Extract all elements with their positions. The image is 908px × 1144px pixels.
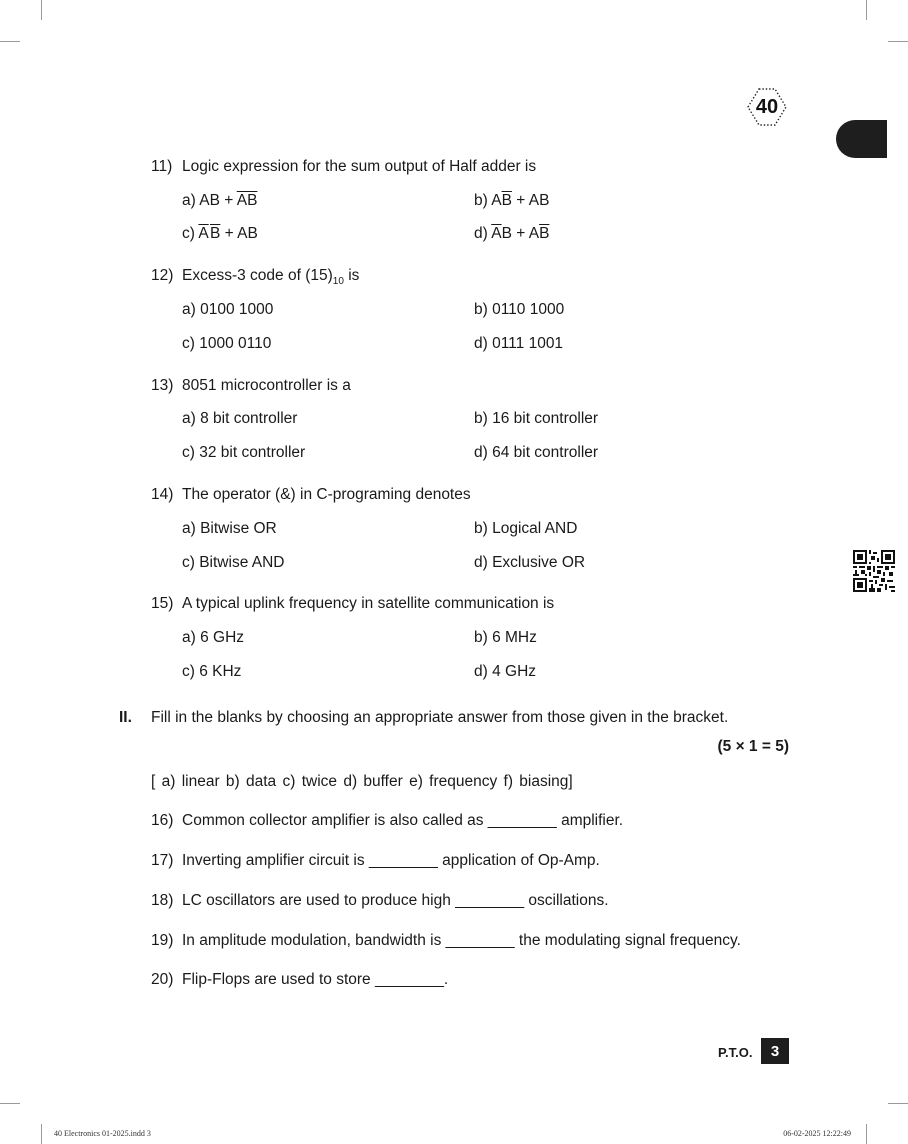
page-number: 3 [761, 1038, 789, 1064]
question-text-end: is [343, 267, 360, 284]
q13-option-d: d) 64 bit controller [474, 444, 599, 461]
question-14 [151, 486, 471, 504]
question-text: A typical uplink frequency in satellite communication is [182, 595, 555, 612]
q15-option-a: a) 6 GHz [182, 629, 245, 646]
q12-option-d: d) 0111 1001 [474, 335, 564, 352]
term: AB [528, 192, 550, 209]
badge-number: 40 [755, 95, 779, 118]
q11-option-d [474, 225, 549, 243]
pto-label: P.T.O. [718, 1045, 753, 1060]
q14-option-a: a) Bitwise OR [182, 520, 277, 537]
section-marks: (5 × 1 = 5) [717, 738, 789, 755]
crop-mark [866, 1124, 867, 1144]
option-prefix: a) [182, 192, 200, 209]
q12-option-a: a) 0100 1000 [182, 301, 274, 318]
question-text: Inverting amplifier circuit is ________ application of Op-Amp. [182, 852, 600, 869]
q14-option-b: b) Logical AND [474, 520, 578, 537]
question-16 [151, 812, 623, 830]
term-complemented: $\overline{B}$ [539, 225, 550, 242]
question-number: 11) [151, 158, 173, 175]
crop-mark [0, 41, 20, 42]
question-number: 17) [151, 852, 174, 869]
q13-option-c: c) 32 bit controller [182, 444, 306, 461]
plus-sign: + [219, 192, 237, 209]
question-text: 8051 microcontroller is a [182, 377, 351, 394]
q12-option-b: b) 0110 1000 [474, 301, 565, 318]
qr-code-icon [853, 550, 895, 592]
question-15 [151, 595, 554, 613]
term: AB [199, 192, 220, 209]
question-11 [151, 158, 536, 176]
term: A [528, 225, 540, 242]
page-badge [747, 88, 787, 126]
term-complemented: $\overline{B}$ [210, 225, 221, 242]
question-number: 12) [151, 267, 174, 284]
print-timestamp: 06-02-2025 12:22:49 [783, 1129, 851, 1138]
q13-option-a: a) 8 bit controller [182, 410, 298, 427]
question-text: In amplitude modulation, bandwidth is ________ the modulating signal frequency. [182, 932, 741, 949]
question-text: Flip-Flops are used to store ________. [182, 971, 449, 988]
section-number: II. [119, 709, 132, 726]
crop-mark [888, 1103, 908, 1104]
term-complemented: $\overline{AB}$ [236, 192, 258, 209]
plus-sign: + [511, 225, 529, 242]
question-text: Logic expression for the sum output of Half adder is [182, 158, 537, 175]
term-complemented: $\overline{A}$ [491, 225, 502, 242]
plus-sign: + [220, 225, 238, 242]
question-number: 16) [151, 812, 174, 829]
section-instruction: Fill in the blanks by choosing an appropriate answer from those given in the bracket. [151, 709, 729, 726]
question-text: LC oscillators are used to produce high ________ oscillations. [182, 892, 609, 909]
term-complemented: $\overline{B}$ [501, 192, 512, 209]
q15-option-b: b) 6 MHz [474, 629, 537, 646]
question-19 [151, 932, 741, 950]
question-number: 15) [151, 595, 174, 612]
crop-mark [41, 0, 42, 20]
question-20 [151, 971, 448, 989]
crop-mark [41, 1124, 42, 1144]
term: AB [237, 225, 258, 242]
question-number: 13) [151, 377, 174, 394]
section-tab [836, 120, 887, 158]
question-12 [151, 267, 359, 287]
question-number: 14) [151, 486, 174, 503]
question-text: Excess-3 code of (15) [182, 267, 333, 284]
q12-option-c: c) 1000 0110 [182, 335, 272, 352]
term-complemented: $\overline{A}$ [198, 225, 209, 242]
term: A [491, 192, 502, 209]
crop-mark [888, 41, 908, 42]
question-18 [151, 892, 609, 910]
plus-sign: + [511, 192, 529, 209]
question-number: 18) [151, 892, 174, 909]
q11-option-a [182, 192, 257, 210]
answer-choices-bracket: [ a) linear b) data c) twice d) buffer e) frequency f) biasing] [151, 773, 573, 790]
q14-option-c: c) Bitwise AND [182, 554, 285, 571]
file-info: 40 Electronics 01-2025.indd 3 [54, 1129, 151, 1138]
term: B [501, 225, 512, 242]
question-number: 20) [151, 971, 174, 988]
question-text: The operator (&) in C-programing denotes [182, 486, 471, 503]
subscript: 10 [332, 276, 344, 288]
question-17 [151, 852, 600, 870]
q13-option-b: b) 16 bit controller [474, 410, 599, 427]
option-prefix: c) [182, 225, 199, 242]
q11-option-c [182, 225, 258, 243]
crop-mark [0, 1103, 20, 1104]
q15-option-c: c) 6 KHz [182, 663, 242, 680]
q15-option-d: d) 4 GHz [474, 663, 537, 680]
question-text: Common collector amplifier is also called as ________ amplifier. [182, 812, 624, 829]
crop-mark [866, 0, 867, 20]
option-prefix: d) [474, 225, 492, 242]
q11-option-b [474, 192, 549, 210]
question-number: 19) [151, 932, 174, 949]
option-prefix: b) [474, 192, 492, 209]
question-13 [151, 377, 351, 395]
q14-option-d: d) Exclusive OR [474, 554, 586, 571]
